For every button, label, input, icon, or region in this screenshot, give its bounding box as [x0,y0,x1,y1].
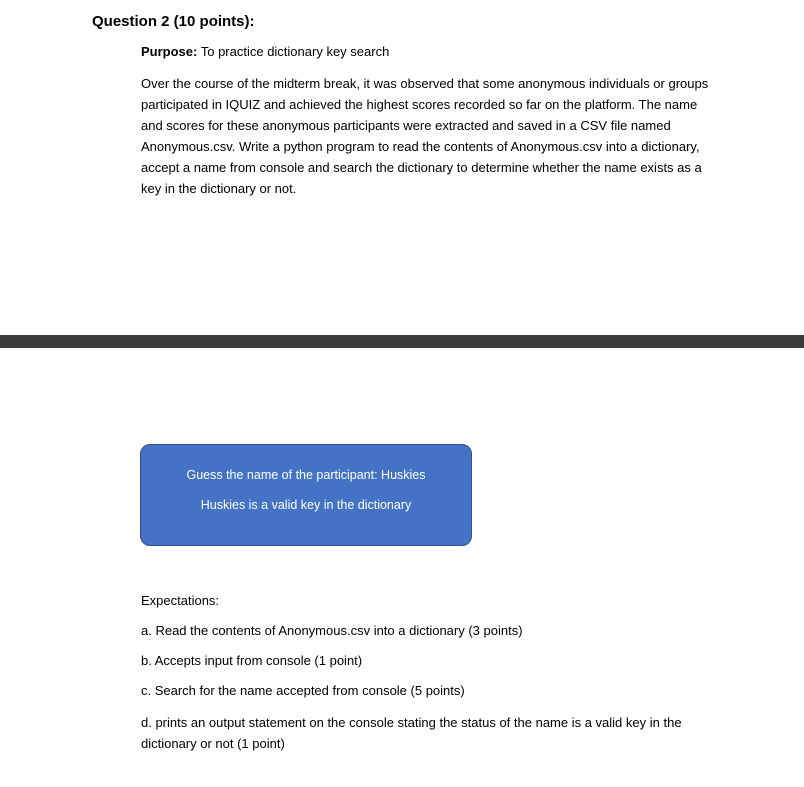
console-output-example [140,444,472,546]
console-prompt-line: Guess the name of the participant: Huskies [186,468,426,482]
purpose-line [141,44,389,59]
expectation-item: c. Search for the name accepted from console (5 points) [141,683,465,698]
question-title: Question 2 (10 points): [92,13,255,30]
question-description: Over the course of the midterm break, it was observed that some anonymous individuals or groups participated in IQUIZ and achieved the highest scores recorded so far on the platform. The name and scores for these anonymous participants were extracted and saved in a CSV file named Anonymous.csv. Write a python program to read the contents of Anonymous.csv into a dictionary, accept a name from console and search the dictionary to determine whether the name exists as a key in the dictionary or not. [141,76,709,196]
purpose-text: To practice dictionary key search [197,44,390,59]
expectation-item: b. Accepts input from console (1 point) [141,653,363,668]
expectation-item: a. Read the contents of Anonymous.csv into a dictionary (3 points) [141,623,523,638]
purpose-label: Purpose: [141,44,198,59]
console-result-line: Huskies is a valid key in the dictionary [200,498,412,512]
expectations-title: Expectations: [141,593,220,608]
expectation-item: d. prints an output statement on the console stating the status of the name is a valid key in the dictionary or not (1 point) [141,715,682,751]
page-divider [0,335,804,348]
